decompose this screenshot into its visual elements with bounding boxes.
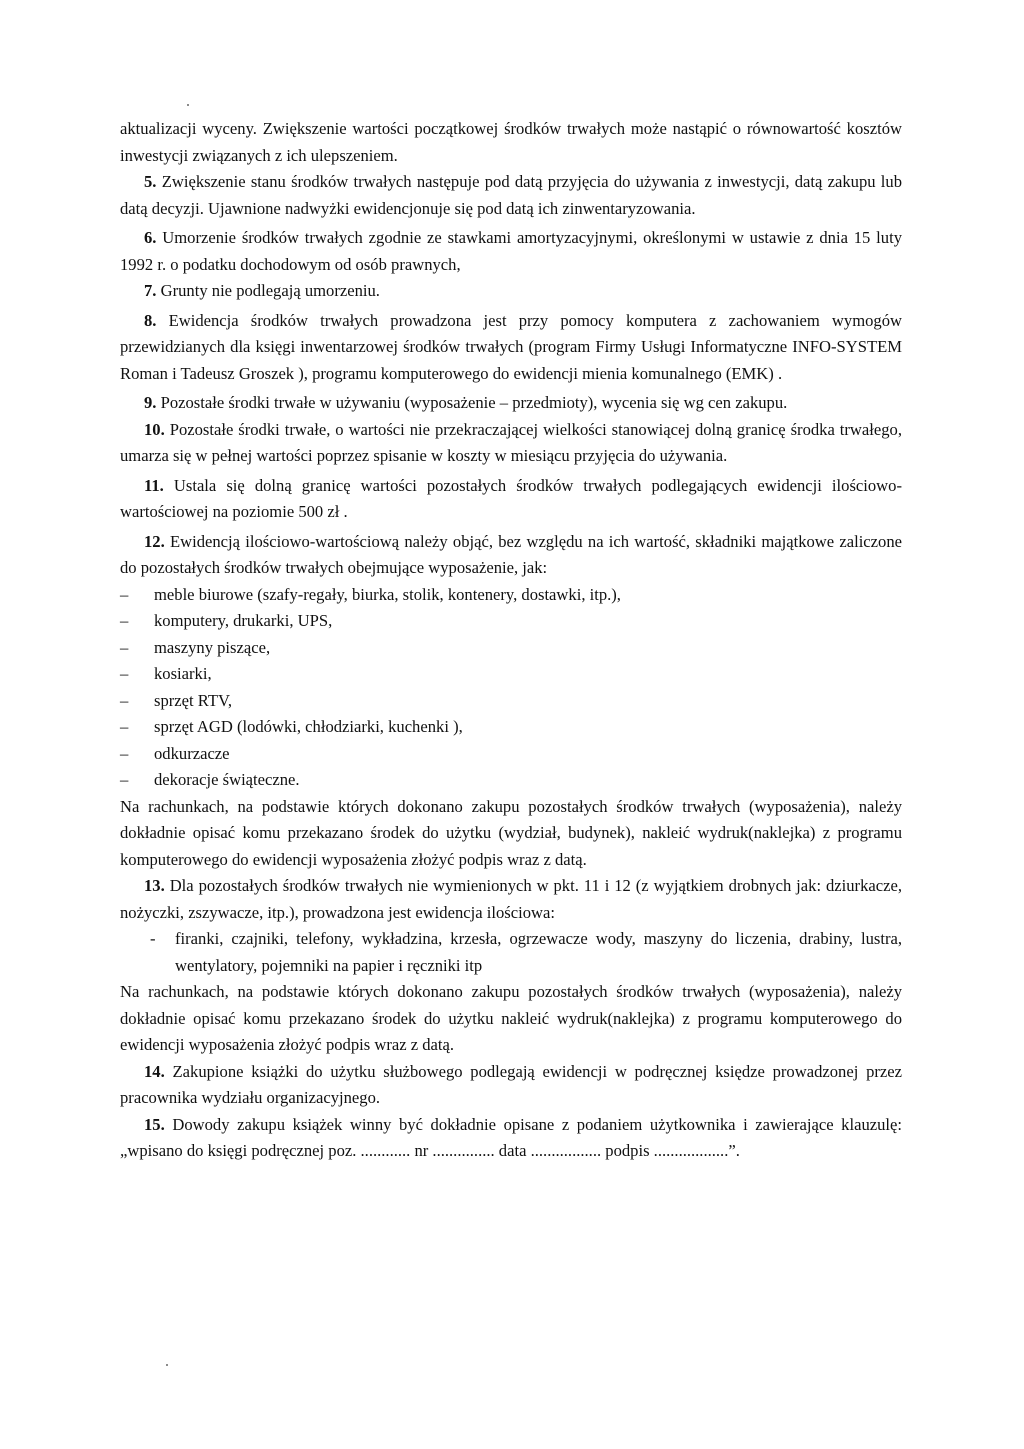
paragraph-number: 15. [144,1114,165,1134]
paragraph-number: 12. [144,531,165,551]
list-dash: – [120,664,129,683]
paragraph-text: Ustala się dolną granicę wartości pozostałych środków trwałych podlegających ewidencji ilościowo-wartościowej na poziomie 500 zł . [120,475,902,521]
paragraph-number: 11. [144,475,164,495]
list-item [120,635,902,662]
paragraph-text: Pozostałe środki trwałe w używaniu (wyposażenie – przedmioty), wycenia się wg cen zakupu. [160,393,788,412]
list-item [120,582,902,609]
document-body [120,116,902,1165]
paragraph-text: Zwiększenie stanu środków trwałych następuje pod datą przyjęcia do używania z inwestycji, datą zakupu lub datą decyzji. Ujawnione nadwyżki ewidencjonuje się pod datą ich zinwentaryzowania. [120,172,903,218]
list-item-text: sprzęt AGD (lodówki, chłodziarki, kuchenki ), [154,717,463,736]
list-dash: – [120,743,129,763]
paragraph-text: Umorzenie środków trwałych zgodnie ze stawkami amortyzacyjnymi, określonymi w ustawie z dnia 15 luty 1992 r. o podatku dochodowym od osób prawnych, [120,228,902,274]
list-item-text: sprzęt RTV, [154,690,232,710]
list-item-text: firanki, czajniki, telefony, wykładzina, krzesła, ogrzewacze wody, maszyny do liczenia, drabiny, lustra, wentylatory, pojemniki na papier i ręczniki itp [175,929,902,975]
paragraph-number: 14. [144,1061,165,1081]
paragraph-11 [120,473,902,526]
paragraph-number: 6. [144,228,157,247]
paragraph-text: Grunty nie podlegają umorzeniu. [160,281,380,300]
paragraph-number: 13. [144,876,165,895]
list-item [120,767,902,794]
list-item [120,926,902,979]
list-item [120,608,902,635]
paragraph-number: 5. [144,172,157,191]
list-item-text: kosiarki, [154,664,212,683]
list-item [120,741,902,768]
paragraph-invoice-note-2: Na rachunkach, na podstawie których dokonano zakupu pozostałych środków trwałych (wyposażenia), należy dokładnie opisać komu przekazano środek do użytku nakleić wydruk(naklejka) z programu komputerowego do ewidencji wyposażenia złożyć podpis wraz z datą. [120,982,902,1054]
list-dash: – [120,637,129,657]
paragraph-number: 8. [144,310,157,330]
paragraph-9 [120,390,902,417]
paragraph-12 [120,529,902,582]
paragraph-15 [120,1112,902,1165]
list-item [120,661,902,688]
paragraph-text: Ewidencją ilościowo-wartościową należy objąć, bez względu na ich wartość, składniki majątkowe zaliczone do pozostałych środków trwałych obejmujące wyposażenie, jak: [120,531,902,577]
paragraph-6 [120,225,902,278]
list-dash: – [120,717,129,736]
paragraph-text: Dowody zakupu książek winny być dokładnie opisane z podaniem użytkownika i zawierające klauzulę: „wpisano do księgi podręcznej poz. ............ nr ............... data ................. podpis ..................”. [120,1114,902,1160]
paragraph-text: Zakupione książki do użytku służbowego podlegają ewidencji w podręcznej księdze prowadzonej przez pracownika wydziału organizacyjnego. [120,1061,902,1107]
paragraph-number: 7. [144,281,157,300]
paragraph-7 [120,278,902,305]
paragraph-10 [120,417,902,470]
list-item-text: odkurzacze [154,743,230,763]
list-item [120,714,902,741]
paragraph-invoice-note-1: Na rachunkach, na podstawie których dokonano zakupu pozostałych środków trwałych (wyposażenia), należy dokładnie opisać komu przekazano środek do użytku (wydział, budynek), nakleić wydruk(naklejka) z programu komputerowego do ewidencji wyposażenia złożyć podpis wraz z datą. [120,796,902,869]
paragraph-5 [120,169,902,222]
paragraph-13 [120,873,902,926]
scan-speck [187,104,189,106]
paragraph-number: 10. [144,419,165,439]
paragraph-8 [120,308,902,388]
list-item-text: dekoracje świąteczne. [154,770,300,789]
list-item-text: meble biurowe (szafy-regały, biurka, stolik, kontenery, dostawki, itp.), [154,584,621,604]
paragraph-text: Pozostałe środki trwałe, o wartości nie przekraczającej wielkości stanowiącej dolną granicę środka trwałego, umarza się w pełnej wartości poprzez spisanie w koszty w miesiącu przyjęcia do używania. [120,419,902,465]
list-item-text: komputery, drukarki, UPS, [154,611,333,630]
scan-speck [166,1364,168,1366]
list-dash: – [120,770,129,789]
paragraph-text: Ewidencja środków trwałych prowadzona jest przy pomocy komputera z zachowaniem wymogów przewidzianych dla księgi inwentarzowej środków trwałych (program Firmy Usługi Informatyczne INFO-SYSTEM Roman i Tadeusz Groszek ), programu komputerowego do ewidencji mienia komunalnego (EMK) . [120,310,902,383]
paragraph-14 [120,1059,902,1112]
list-item-text: maszyny piszące, [154,637,271,657]
list-dash: - [150,929,156,948]
list-item [120,688,902,715]
paragraph-text: Dla pozostałych środków trwałych nie wymienionych w pkt. 11 i 12 (z wyjątkiem drobnych jak: dziurkacze, nożyczki, zszywacze, itp.), prowadzona jest ewidencja ilościowa: [120,876,902,922]
list-dash: – [120,690,129,710]
list-dash: – [120,611,129,630]
equipment-list [120,582,902,794]
list-dash: – [120,584,129,604]
paragraph-intro: aktualizacji wyceny. Zwiększenie wartości początkowej środków trwałych może nastąpić o równowartość kosztów inwestycji związanych z ich ulepszeniem. [120,119,902,165]
paragraph-number: 9. [144,393,157,412]
